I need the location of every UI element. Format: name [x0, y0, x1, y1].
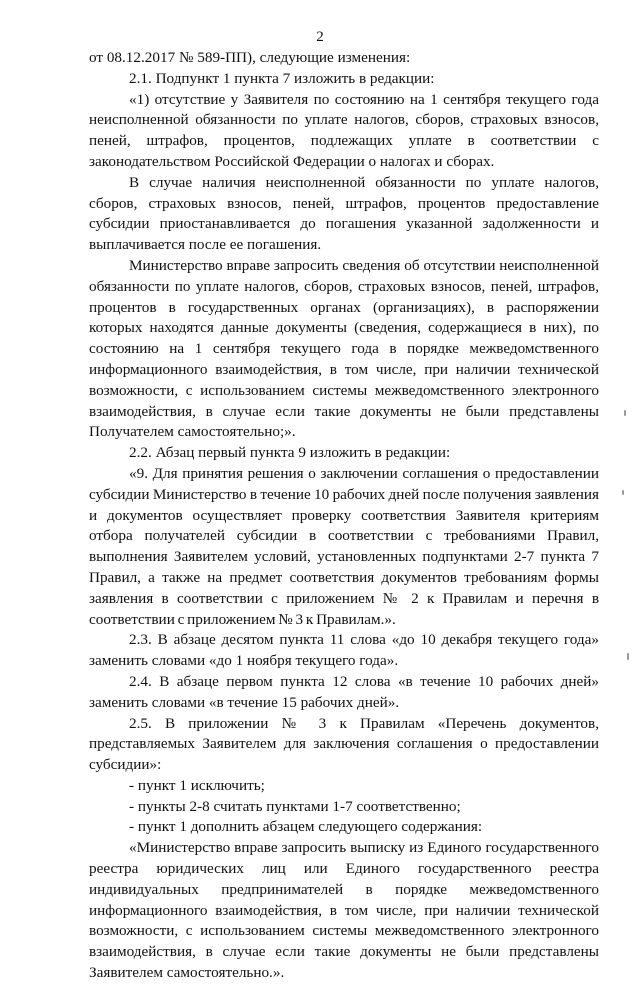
- list-item-supplement: - пункт 1 дополнить абзацем следующего содержания:: [129, 818, 483, 836]
- paragraph-amendment-2-1: 2.1. Подпункт 1 пункта 7 изложить в редакции:: [129, 69, 435, 87]
- list-item-renumber: - пункты 2-8 считать пунктами 1-7 соответственно;: [129, 797, 461, 815]
- paragraph-quote-registry: «Министерство вправе запросить выписку из Единого государственного реестра юридических лиц или Единого государственного реестра индивидуальных предпринимателей в порядке межведомственного информационного взаимодействия, в том числе, при наличии технической возможности, с использованием системы межведомственного электронного взаимодействия, в случае если такие документы не были представлены Заявителем самостоятельно.».: [89, 839, 599, 982]
- list-item-exclude: - пункт 1 исключить;: [129, 776, 265, 794]
- paragraph-quote-item-1: «1) отсутствие у Заявителя по состоянию на 1 сентября текущего года неисполненной обязанности по уплате налогов, сборов, страховых взносов, пеней, штрафов, процентов, подлежащих уплате в соответствии с законодательством Российской Федерации о налогах и сборах.: [89, 90, 599, 170]
- document-body: [89, 48, 599, 984]
- scan-speck: [627, 653, 629, 660]
- paragraph-ministry-request: Министерство вправе запросить сведения об отсутствии неисполненной обязанности по уплате налогов, сборов, страховых взносов, пеней, штрафов, процентов в государственных органах (организациях), в распоряжении которых находятся данные документы (сведения, содержащиеся в них), по состоянию на 1 сентября текущего года в порядке межведомственного информационного взаимодействия, в том числе, при наличии технической возможности, с использованием системы межведомственного электронного взаимодействия, в случае если такие документы не были представлены Получателем самостоятельно;».: [89, 256, 599, 441]
- paragraph-amendment-2-4: 2.4. В абзаце первом пункта 12 слова «в течение 10 рабочих дней» заменить словами «в течение 15 рабочих дней».: [89, 672, 599, 711]
- paragraph-amendment-2-3: 2.3. В абзаце десятом пункта 11 слова «до 10 декабря текущего года» заменить словами «до 1 ноября текущего года».: [89, 631, 599, 670]
- page-number: 2: [316, 29, 324, 45]
- scan-speck: [622, 490, 624, 495]
- paragraph-debt-case: В случае наличия неисполненной обязанности по уплате налогов, сборов, страховых взносов, пеней, штрафов, процентов предоставление субсидии приостанавливается до погашения указанной задолженности и выплачивается после ее погашения.: [89, 173, 599, 254]
- scan-speck: [624, 410, 626, 416]
- paragraph-quote-item-9: «9. Для принятия решения о заключении соглашения о предоставлении субсидии Министерство в течение 10 рабочих дней после получения заявления и документов осуществляет проверку соответствия Заявителя критериям отбора получателей субсидии в соответствии с требованиями Правил, выполнения Заявителем условий, установленных подпунктами 2-7 пункта 7 Правил, а также на предмет соответствия документов требованиям формы заявления в соответствии с приложением № 2 к Правилам и перечня в соответствии с приложением № 3 к Правилам.».: [89, 464, 599, 628]
- paragraph-amendment-2-2: 2.2. Абзац первый пункта 9 изложить в редакции:: [129, 444, 451, 462]
- paragraph-continuation: от 08.12.2017 № 589-ПП), следующие изменения:: [89, 49, 411, 66]
- paragraph-amendment-2-5: 2.5. В приложении № 3 к Правилам «Перечень документов, представляемых Заявителем для заключения соглашения о предоставлении субсидии»:: [89, 714, 599, 774]
